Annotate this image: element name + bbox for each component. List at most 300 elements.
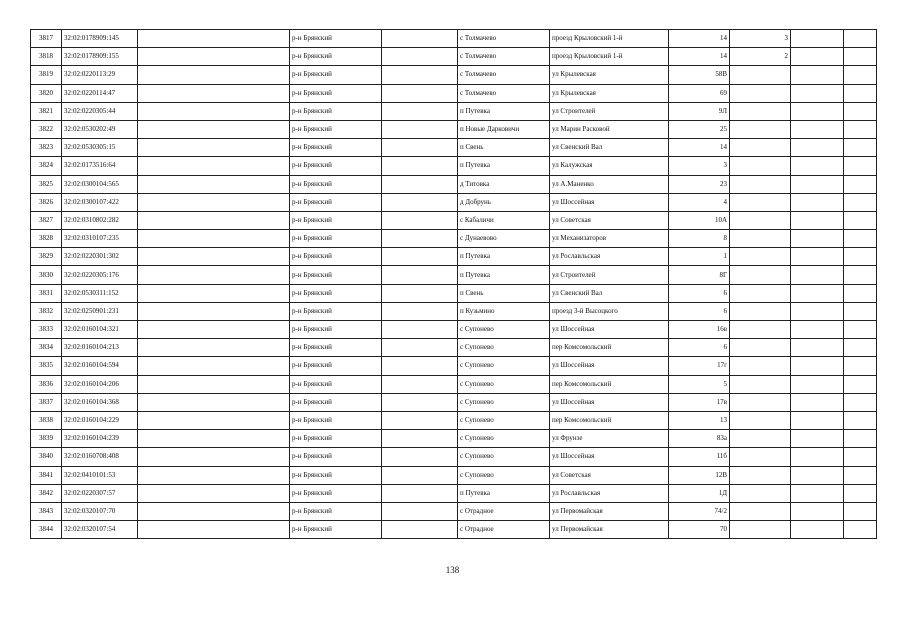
apartment-cell (730, 211, 791, 229)
district-cell: р-н Брянский (290, 248, 382, 266)
settlement-cell: с Отрадное (458, 502, 550, 520)
row-number-cell: 3821 (31, 102, 62, 120)
empty-cell (791, 120, 844, 138)
cadastral-number-cell: 32:02:0160708:408 (62, 448, 138, 466)
apartment-cell: 2 (730, 48, 791, 66)
apartment-cell (730, 284, 791, 302)
empty-cell (844, 193, 877, 211)
house-number-cell: 74/2 (669, 502, 730, 520)
empty-cell (844, 502, 877, 520)
empty-cell (844, 521, 877, 539)
row-number-cell: 3822 (31, 120, 62, 138)
house-number-cell: 12В (669, 466, 730, 484)
settlement-cell: п Путевка (458, 248, 550, 266)
apartment-cell (730, 157, 791, 175)
empty-cell (138, 502, 290, 520)
table-row (31, 284, 877, 302)
table-row (31, 102, 877, 120)
empty-cell (844, 211, 877, 229)
street-cell: ул Рославльская (550, 248, 669, 266)
district-cell: р-н Брянский (290, 66, 382, 84)
street-cell: ул Марии Расковой (550, 120, 669, 138)
row-number-cell: 3833 (31, 321, 62, 339)
settlement-cell: п Путевка (458, 266, 550, 284)
settlement-cell: с Супонево (458, 393, 550, 411)
settlement-cell: п Кузьмино (458, 302, 550, 320)
table-row (31, 48, 877, 66)
apartment-cell (730, 120, 791, 138)
settlement-cell: с Толмачево (458, 48, 550, 66)
apartment-cell (730, 430, 791, 448)
cadastral-number-cell: 32:02:0220305:44 (62, 102, 138, 120)
row-number-cell: 3823 (31, 139, 62, 157)
empty-cell (844, 48, 877, 66)
district-cell: р-н Брянский (290, 139, 382, 157)
cadastral-number-cell: 32:02:0178909:155 (62, 48, 138, 66)
empty-cell (791, 321, 844, 339)
empty-cell (382, 321, 458, 339)
apartment-cell (730, 175, 791, 193)
empty-cell (382, 466, 458, 484)
empty-cell (138, 102, 290, 120)
table-row (31, 484, 877, 502)
table-row (31, 211, 877, 229)
apartment-cell (730, 321, 791, 339)
house-number-cell: 1Д (669, 484, 730, 502)
apartment-cell (730, 302, 791, 320)
street-cell: ул Советская (550, 211, 669, 229)
settlement-cell: п Свень (458, 284, 550, 302)
house-number-cell: 70 (669, 521, 730, 539)
street-cell: ул Калужская (550, 157, 669, 175)
empty-cell (382, 484, 458, 502)
empty-cell (138, 266, 290, 284)
street-cell: ул Фрунзе (550, 430, 669, 448)
cadastral-number-cell: 32:02:0160104:206 (62, 375, 138, 393)
district-cell: р-н Брянский (290, 484, 382, 502)
empty-cell (382, 430, 458, 448)
empty-cell (791, 339, 844, 357)
cadastral-number-cell: 32:02:0300107:422 (62, 193, 138, 211)
table-row (31, 266, 877, 284)
table-row (31, 120, 877, 138)
empty-cell (138, 466, 290, 484)
settlement-cell: с Супонево (458, 466, 550, 484)
empty-cell (382, 30, 458, 48)
row-number-cell: 3836 (31, 375, 62, 393)
empty-cell (138, 193, 290, 211)
table-row (31, 66, 877, 84)
table-row (31, 375, 877, 393)
cadastral-number-cell: 32:02:0220307:57 (62, 484, 138, 502)
empty-cell (791, 411, 844, 429)
empty-cell (382, 248, 458, 266)
cadastral-number-cell: 32:02:0160104:594 (62, 357, 138, 375)
empty-cell (844, 284, 877, 302)
empty-cell (844, 484, 877, 502)
row-number-cell: 3825 (31, 175, 62, 193)
apartment-cell (730, 66, 791, 84)
empty-cell (382, 502, 458, 520)
table-row (31, 193, 877, 211)
district-cell: р-н Брянский (290, 430, 382, 448)
settlement-cell: с Супонево (458, 339, 550, 357)
empty-cell (382, 175, 458, 193)
district-cell: р-н Брянский (290, 521, 382, 539)
row-number-cell: 3839 (31, 430, 62, 448)
house-number-cell: 6 (669, 302, 730, 320)
table-row (31, 30, 877, 48)
empty-cell (382, 284, 458, 302)
street-cell: ул Крылевская (550, 84, 669, 102)
empty-cell (844, 66, 877, 84)
apartment-cell: 3 (730, 30, 791, 48)
empty-cell (382, 139, 458, 157)
row-number-cell: 3837 (31, 393, 62, 411)
empty-cell (138, 339, 290, 357)
empty-cell (844, 411, 877, 429)
house-number-cell: 23 (669, 175, 730, 193)
row-number-cell: 3827 (31, 211, 62, 229)
empty-cell (138, 175, 290, 193)
settlement-cell: п Новые Дарковичи (458, 120, 550, 138)
row-number-cell: 3818 (31, 48, 62, 66)
empty-cell (791, 302, 844, 320)
street-cell: пер Комсомольский (550, 375, 669, 393)
cadastral-number-cell: 32:02:0530202:49 (62, 120, 138, 138)
empty-cell (138, 411, 290, 429)
empty-cell (382, 157, 458, 175)
empty-cell (791, 102, 844, 120)
street-cell: ул Шоссейная (550, 357, 669, 375)
row-number-cell: 3829 (31, 248, 62, 266)
house-number-cell: 14 (669, 30, 730, 48)
settlement-cell: с Супонево (458, 357, 550, 375)
apartment-cell (730, 193, 791, 211)
empty-cell (844, 230, 877, 248)
house-number-cell: 1 (669, 248, 730, 266)
empty-cell (791, 66, 844, 84)
house-number-cell: 69 (669, 84, 730, 102)
district-cell: р-н Брянский (290, 157, 382, 175)
table-row (31, 248, 877, 266)
table-row (31, 175, 877, 193)
cadastral-number-cell: 32:02:0160104:368 (62, 393, 138, 411)
district-cell: р-н Брянский (290, 502, 382, 520)
row-number-cell: 3843 (31, 502, 62, 520)
cadastral-number-cell: 32:02:0530305:15 (62, 139, 138, 157)
district-cell: р-н Брянский (290, 102, 382, 120)
street-cell: ул А.Маненко (550, 175, 669, 193)
empty-cell (791, 211, 844, 229)
empty-cell (382, 102, 458, 120)
house-number-cell: 16в (669, 321, 730, 339)
table-row (31, 230, 877, 248)
cadastral-number-cell: 32:02:0310802:282 (62, 211, 138, 229)
table-row (31, 502, 877, 520)
house-number-cell: 6 (669, 284, 730, 302)
table-row (31, 393, 877, 411)
empty-cell (791, 393, 844, 411)
district-cell: р-н Брянский (290, 393, 382, 411)
district-cell: р-н Брянский (290, 448, 382, 466)
house-number-cell: 6 (669, 339, 730, 357)
empty-cell (791, 48, 844, 66)
settlement-cell: с Кабаличи (458, 211, 550, 229)
empty-cell (844, 266, 877, 284)
apartment-cell (730, 139, 791, 157)
row-number-cell: 3820 (31, 84, 62, 102)
empty-cell (791, 157, 844, 175)
house-number-cell: 4 (669, 193, 730, 211)
street-cell: проезд Крыловский 1-й (550, 48, 669, 66)
empty-cell (791, 521, 844, 539)
row-number-cell: 3840 (31, 448, 62, 466)
empty-cell (791, 284, 844, 302)
empty-cell (844, 102, 877, 120)
settlement-cell: с Супонево (458, 448, 550, 466)
empty-cell (138, 157, 290, 175)
empty-cell (138, 120, 290, 138)
table-row (31, 411, 877, 429)
empty-cell (791, 30, 844, 48)
street-cell: ул Первомайская (550, 502, 669, 520)
row-number-cell: 3834 (31, 339, 62, 357)
cadastral-number-cell: 32:02:0250901:231 (62, 302, 138, 320)
empty-cell (138, 230, 290, 248)
settlement-cell: с Толмачево (458, 30, 550, 48)
empty-cell (791, 139, 844, 157)
house-number-cell: 14 (669, 48, 730, 66)
street-cell: ул Шоссейная (550, 321, 669, 339)
empty-cell (844, 248, 877, 266)
apartment-cell (730, 339, 791, 357)
street-cell: пер Комсомольский (550, 411, 669, 429)
cadastral-number-cell: 32:02:0410101:53 (62, 466, 138, 484)
district-cell: р-н Брянский (290, 48, 382, 66)
street-cell: ул Свенский Вал (550, 139, 669, 157)
table-row (31, 302, 877, 320)
district-cell: р-н Брянский (290, 84, 382, 102)
cadastral-number-cell: 32:02:0160104:239 (62, 430, 138, 448)
settlement-cell: с Отрадное (458, 521, 550, 539)
table-row (31, 321, 877, 339)
empty-cell (844, 139, 877, 157)
table-row (31, 448, 877, 466)
empty-cell (844, 302, 877, 320)
registry-table (30, 29, 877, 539)
district-cell: р-н Брянский (290, 466, 382, 484)
empty-cell (138, 357, 290, 375)
settlement-cell: с Толмачево (458, 84, 550, 102)
row-number-cell: 3830 (31, 266, 62, 284)
street-cell: проезд 3-й Высоцкого (550, 302, 669, 320)
settlement-cell: с Супонево (458, 375, 550, 393)
empty-cell (791, 175, 844, 193)
empty-cell (138, 302, 290, 320)
empty-cell (138, 321, 290, 339)
row-number-cell: 3842 (31, 484, 62, 502)
cadastral-number-cell: 32:02:0220113:29 (62, 66, 138, 84)
cadastral-number-cell: 32:02:0173516:64 (62, 157, 138, 175)
settlement-cell: с Супонево (458, 430, 550, 448)
row-number-cell: 3828 (31, 230, 62, 248)
house-number-cell: 25 (669, 120, 730, 138)
empty-cell (382, 339, 458, 357)
empty-cell (844, 321, 877, 339)
empty-cell (382, 48, 458, 66)
street-cell: ул Первомайская (550, 521, 669, 539)
table-row (31, 430, 877, 448)
empty-cell (791, 84, 844, 102)
cadastral-number-cell: 32:02:0310107:235 (62, 230, 138, 248)
empty-cell (844, 430, 877, 448)
apartment-cell (730, 411, 791, 429)
settlement-cell: д Добрунь (458, 193, 550, 211)
empty-cell (844, 466, 877, 484)
house-number-cell: 13 (669, 411, 730, 429)
house-number-cell: 3 (669, 157, 730, 175)
empty-cell (791, 430, 844, 448)
empty-cell (138, 521, 290, 539)
table-row (31, 357, 877, 375)
page-number: 138 (445, 565, 460, 575)
empty-cell (138, 448, 290, 466)
house-number-cell: 17г (669, 357, 730, 375)
apartment-cell (730, 266, 791, 284)
street-cell: ул Строителей (550, 266, 669, 284)
district-cell: р-н Брянский (290, 375, 382, 393)
empty-cell (382, 302, 458, 320)
apartment-cell (730, 502, 791, 520)
empty-cell (382, 193, 458, 211)
district-cell: р-н Брянский (290, 411, 382, 429)
cadastral-number-cell: 32:02:0320107:54 (62, 521, 138, 539)
empty-cell (844, 120, 877, 138)
house-number-cell: 8Г (669, 266, 730, 284)
empty-cell (791, 248, 844, 266)
empty-cell (791, 484, 844, 502)
empty-cell (138, 211, 290, 229)
apartment-cell (730, 230, 791, 248)
empty-cell (138, 84, 290, 102)
empty-cell (382, 521, 458, 539)
empty-cell (382, 448, 458, 466)
settlement-cell: п Путевка (458, 157, 550, 175)
settlement-cell: п Свень (458, 139, 550, 157)
empty-cell (138, 393, 290, 411)
district-cell: р-н Брянский (290, 284, 382, 302)
empty-cell (844, 157, 877, 175)
district-cell: р-н Брянский (290, 120, 382, 138)
settlement-cell: с Толмачево (458, 66, 550, 84)
settlement-cell: с Дунаевово (458, 230, 550, 248)
empty-cell (844, 448, 877, 466)
district-cell: р-н Брянский (290, 230, 382, 248)
district-cell: р-н Брянский (290, 302, 382, 320)
row-number-cell: 3824 (31, 157, 62, 175)
empty-cell (791, 266, 844, 284)
empty-cell (382, 393, 458, 411)
empty-cell (791, 230, 844, 248)
empty-cell (382, 84, 458, 102)
district-cell: р-н Брянский (290, 266, 382, 284)
settlement-cell: д Титовка (458, 175, 550, 193)
district-cell: р-н Брянский (290, 321, 382, 339)
empty-cell (791, 448, 844, 466)
cadastral-number-cell: 32:02:0160104:213 (62, 339, 138, 357)
cadastral-number-cell: 32:02:0160104:229 (62, 411, 138, 429)
cadastral-number-cell: 32:02:0320107:70 (62, 502, 138, 520)
table-row (31, 339, 877, 357)
table-row (31, 139, 877, 157)
street-cell: ул Строителей (550, 102, 669, 120)
cadastral-number-cell: 32:02:0178909:145 (62, 30, 138, 48)
empty-cell (791, 375, 844, 393)
house-number-cell: 5 (669, 375, 730, 393)
table-row (31, 157, 877, 175)
empty-cell (382, 266, 458, 284)
empty-cell (844, 339, 877, 357)
apartment-cell (730, 448, 791, 466)
empty-cell (138, 139, 290, 157)
cadastral-number-cell: 32:02:0220305:176 (62, 266, 138, 284)
empty-cell (844, 175, 877, 193)
empty-cell (844, 84, 877, 102)
table-row (31, 84, 877, 102)
apartment-cell (730, 484, 791, 502)
empty-cell (138, 430, 290, 448)
empty-cell (844, 357, 877, 375)
empty-cell (382, 211, 458, 229)
empty-cell (138, 375, 290, 393)
cadastral-number-cell: 32:02:0220301:302 (62, 248, 138, 266)
house-number-cell: 83а (669, 430, 730, 448)
house-number-cell: 58В (669, 66, 730, 84)
empty-cell (138, 66, 290, 84)
apartment-cell (730, 84, 791, 102)
row-number-cell: 3817 (31, 30, 62, 48)
street-cell: ул Советская (550, 466, 669, 484)
empty-cell (138, 484, 290, 502)
street-cell: ул Механизаторов (550, 230, 669, 248)
row-number-cell: 3832 (31, 302, 62, 320)
row-number-cell: 3826 (31, 193, 62, 211)
empty-cell (382, 375, 458, 393)
street-cell: ул Шоссейная (550, 448, 669, 466)
registry-body (31, 30, 877, 539)
cadastral-number-cell: 32:02:0530311:152 (62, 284, 138, 302)
empty-cell (382, 357, 458, 375)
apartment-cell (730, 375, 791, 393)
empty-cell (382, 230, 458, 248)
empty-cell (791, 502, 844, 520)
house-number-cell: 10А (669, 211, 730, 229)
empty-cell (791, 193, 844, 211)
empty-cell (382, 120, 458, 138)
empty-cell (382, 66, 458, 84)
street-cell: ул Крылевская (550, 66, 669, 84)
row-number-cell: 3841 (31, 466, 62, 484)
house-number-cell: 11б (669, 448, 730, 466)
apartment-cell (730, 357, 791, 375)
cadastral-number-cell: 32:02:0220114:47 (62, 84, 138, 102)
empty-cell (138, 284, 290, 302)
table-row (31, 466, 877, 484)
district-cell: р-н Брянский (290, 357, 382, 375)
house-number-cell: 17в (669, 393, 730, 411)
empty-cell (138, 48, 290, 66)
